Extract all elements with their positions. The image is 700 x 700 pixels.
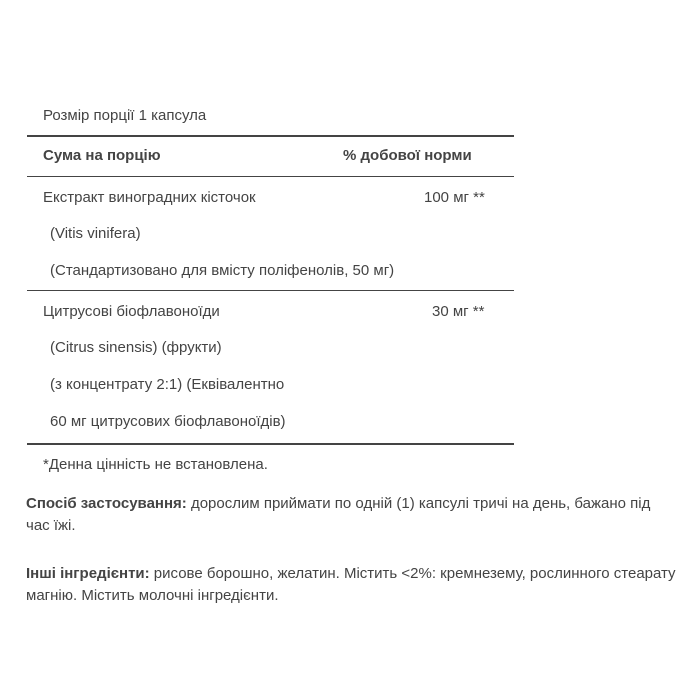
footnote: *Денна цінність не встановлена. xyxy=(43,456,268,473)
ingredient-detail: (Стандартизовано для вмісту поліфенолів, 50 мг) xyxy=(50,262,395,279)
directions-text: дорослим приймати по одній (1) капсулі тричі на день, бажано під час їжі. xyxy=(26,495,651,534)
table-top-divider xyxy=(27,135,514,137)
directions-paragraph xyxy=(26,493,676,537)
amount-per-serving-header: Сума на порцію xyxy=(43,147,161,164)
other-ingredients-label: Інші інгредієнти: xyxy=(26,565,150,582)
ingredient-detail: (Vitis vinifera) xyxy=(50,225,141,242)
ingredient-amount: 100 мг ** xyxy=(424,189,485,206)
ingredient-name: Цитрусові біофлавоноїди xyxy=(43,303,220,320)
other-ingredients-text: рисове борошно, желатин. Містить <2%: кремнезему, рослинного стеарату магнію. Містить молочні інгредієнти. xyxy=(26,565,676,604)
ingredient-detail: 60 мг цитрусових біофлавоноїдів) xyxy=(50,413,286,430)
ingredient-amount: 30 мг ** xyxy=(432,303,485,320)
ingredient-name: Екстракт виноградних кісточок xyxy=(43,189,256,206)
other-ingredients-paragraph xyxy=(26,563,676,607)
table-bottom-divider xyxy=(27,443,514,445)
directions-label: Спосіб застосування: xyxy=(26,495,187,512)
header-divider xyxy=(27,176,514,177)
row-divider xyxy=(27,290,514,291)
serving-size: Розмір порції 1 капсула xyxy=(43,107,207,124)
ingredient-detail: (з концентрату 2:1) (Еквівалентно xyxy=(50,376,285,393)
daily-value-header: % добової норми xyxy=(343,147,472,164)
ingredient-detail: (Citrus sinensis) (фрукти) xyxy=(50,339,222,356)
